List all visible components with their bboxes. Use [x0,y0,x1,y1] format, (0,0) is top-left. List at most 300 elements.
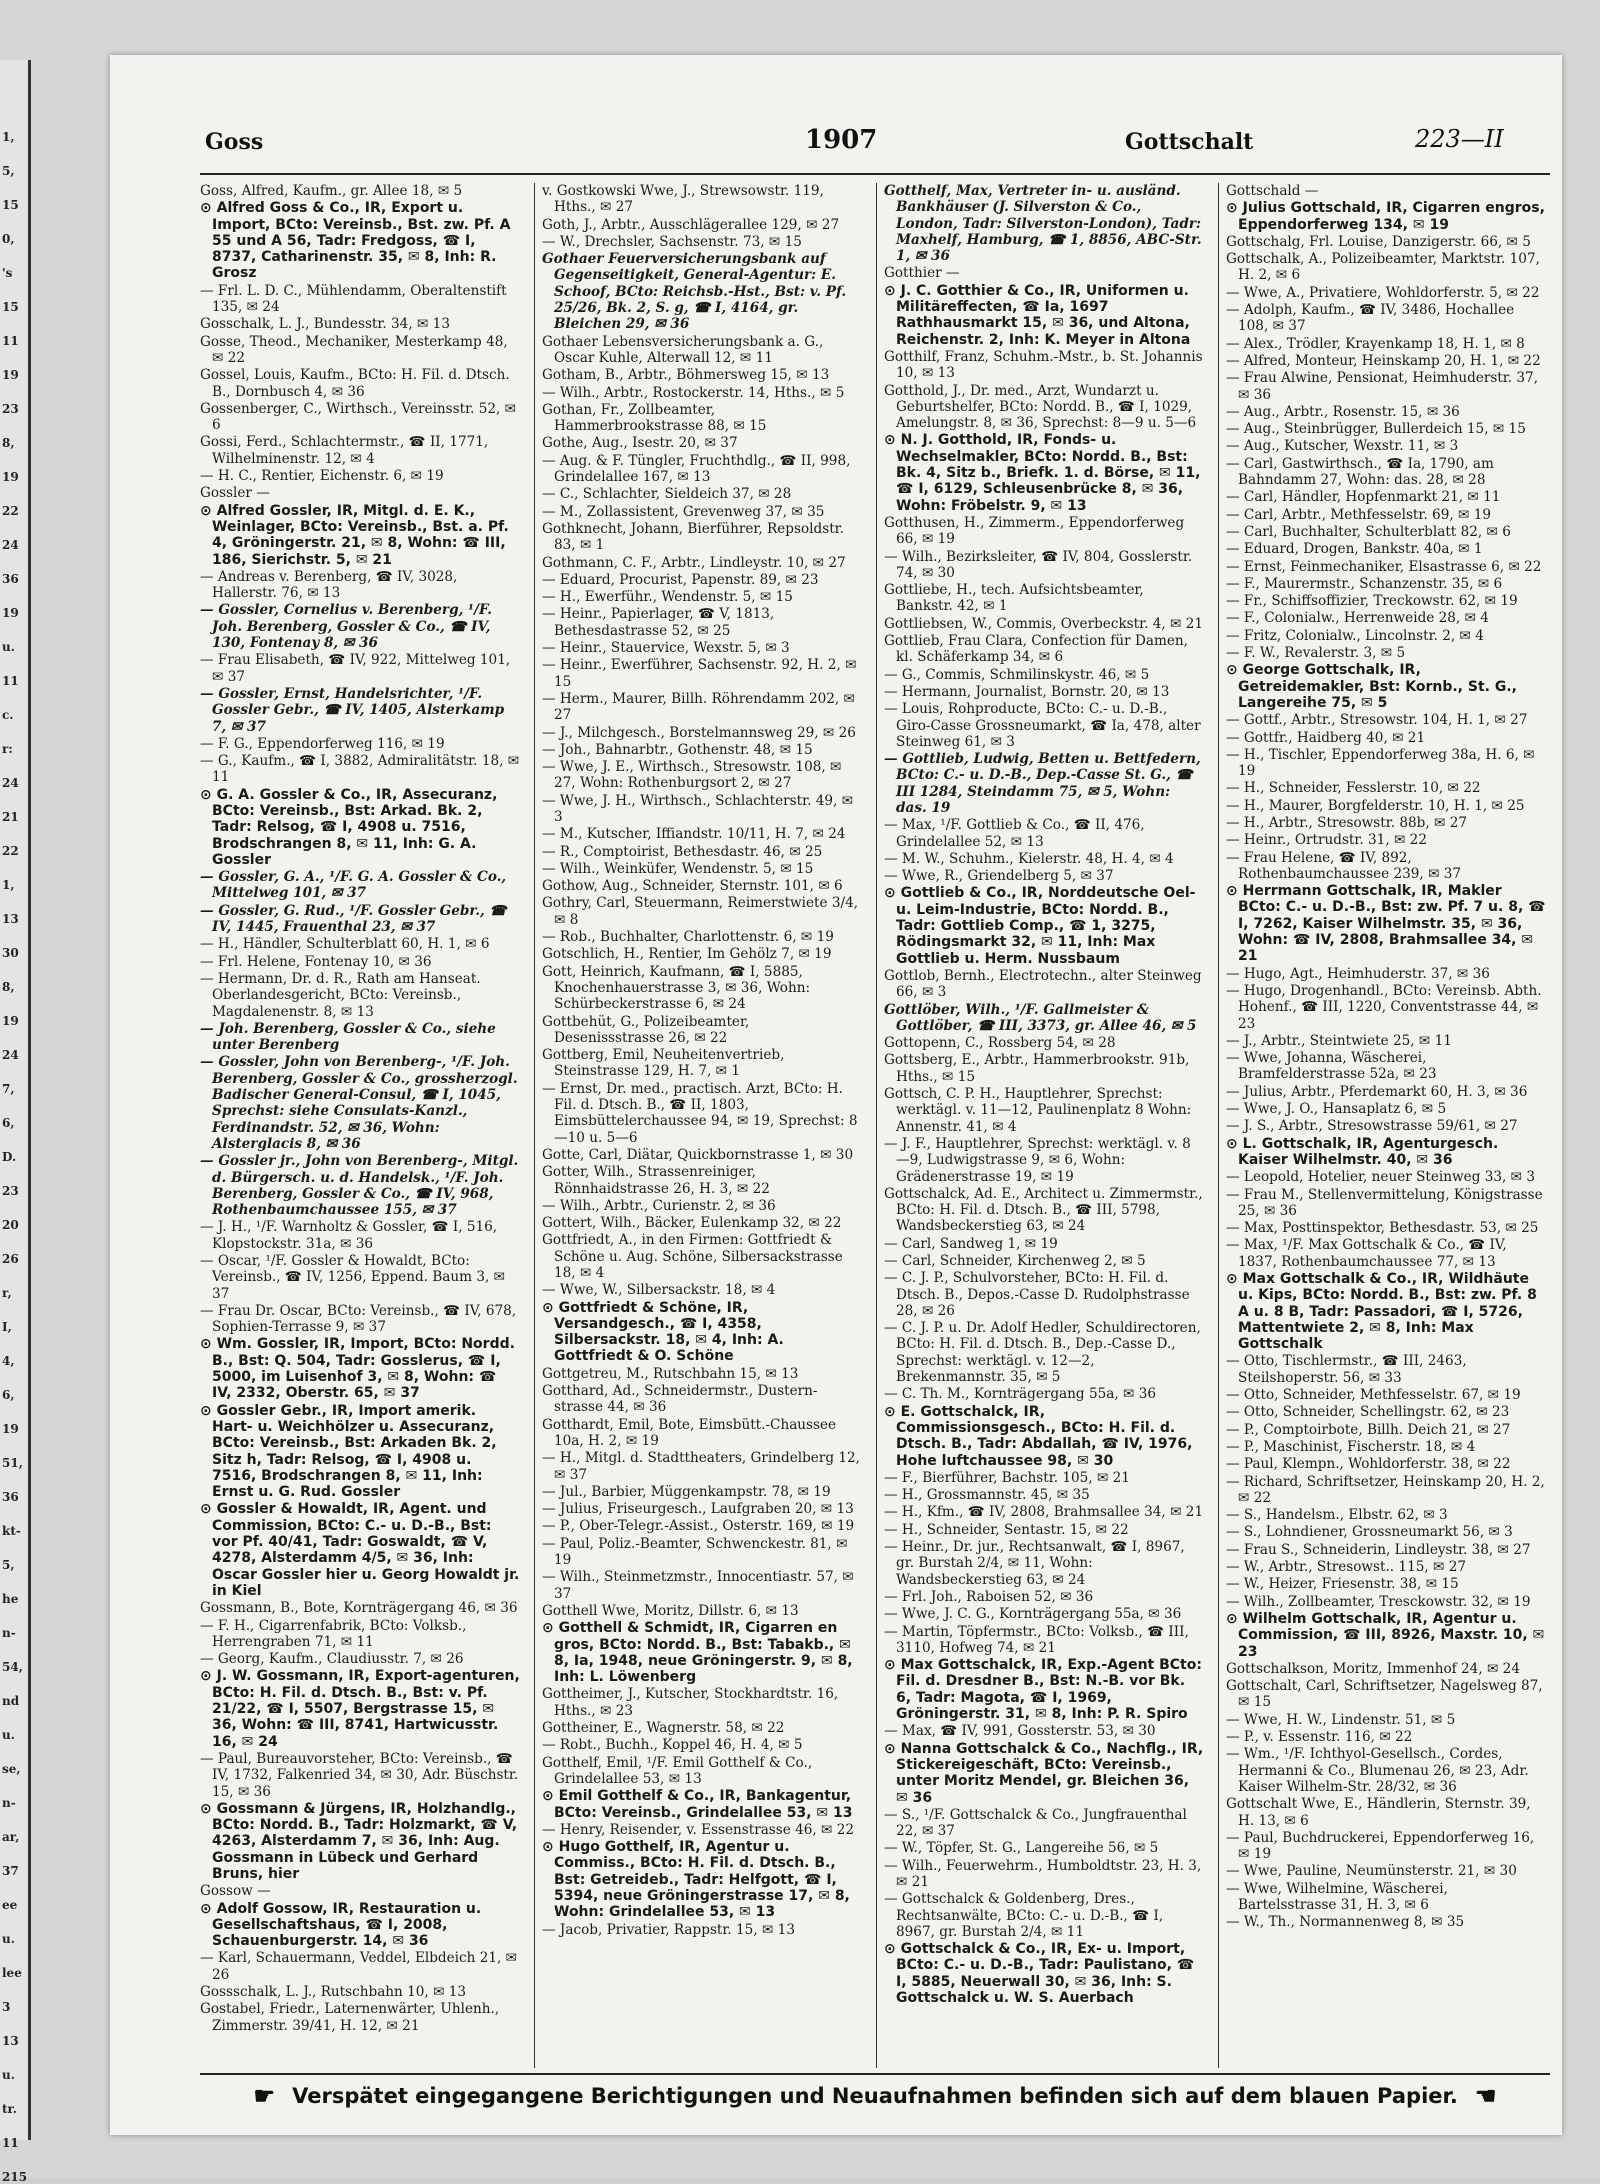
directory-entry: — Wwe, W., Silbersackstr. 18, ✉ 4 [542,1282,776,1299]
margin-fragment: u. [2,640,15,654]
margin-fragment: 6, [2,1388,15,1402]
directory-entry: Gottlöber, Wilh., ¹/F. Gallmeister & Gottlöber, ☎ III, 3373, gr. Allee 46, ✉ 5 [884,1001,1197,1034]
directory-entry: — Fr., Schiffsoffizier, Treckowstr. 62, ✉ 19 [1226,593,1518,610]
directory-entry: — F. H., Cigarrenfabrik, BCto: Volksb., Herrengraben 71, ✉ 11 [200,1617,467,1650]
directory-columns [200,183,1552,2068]
directory-entry: — Carl, Sandweg 1, ✉ 19 [884,1235,1058,1252]
margin-fragment: u. [2,2068,15,2082]
directory-entry: ⊙ Gottlieb & Co., IR, Norddeutsche Oel- u. Leim-Industrie, BCto: Nordd. B., Tadr: Gottlieb Comp., ☎ 1, 3275, Rödingsmarkt 32, ✉ 11, Inh: Max Gottlieb u. Herm. Nussbaum [884,885,1196,967]
directory-entry: — Frl. L. D. C., Mühlendamm, Oberaltenstift 135, ✉ 24 [200,282,507,316]
directory-entry: — Wilh., Feuerwehrm., Humboldtstr. 23, H. 3, ✉ 21 [884,1857,1202,1890]
column-1 [200,183,520,2068]
directory-entry: ⊙ Gottfriedt & Schöne, IR, Versandgesch., ☎ I, 4358, Silbersackstr. 18, ✉ 4, Inh: A. Gottfriedt & O. Schöne [542,1299,784,1365]
directory-entry: Gottsch, C. P. H., Hauptlehrer, Sprechst: werktägl. v. 11—12, Paulinenplatz 8 Wohn: Annenstr. 41, ✉ 4 [884,1086,1192,1135]
margin-fragment: 19 [2,1014,19,1028]
margin-fragment: 0, [2,232,15,246]
page-header [205,125,1550,165]
directory-entry: — W., Drechsler, Sachsenstr. 73, ✉ 15 [542,233,802,250]
directory-entry: Gottschalg, Frl. Louise, Danzigerstr. 66, ✉ 5 [1226,233,1531,250]
directory-entry: — Joh. Berenberg, Gossler & Co., siehe unter Berenberg [200,1020,496,1054]
directory-entry: — Ernst, Dr. med., practisch. Arzt, BCto: H. Fil. d. Dtsch. B., ☎ II, 1803, Eimsbüttelerchaussee 94, ✉ 19, Sprechst: 8—10 u. 5—6 [542,1080,858,1146]
directory-entry: ⊙ J. W. Gossmann, IR, Export-agenturen, BCto: H. Fil. d. Dtsch. B., Bst: v. Pf. 21/22, ☎ I, 5507, Bergstrasse 15, ✉ 36, Wohn: ☎ III, 8741, Hartwicusstr. 16, ✉ 24 [200,1668,520,1750]
directory-entry: — Paul, Poliz.-Beamter, Schwenckestr. 81, ✉ 19 [542,1535,848,1569]
margin-fragment: r: [2,742,13,756]
directory-entry: — Eduard, Drogen, Bankstr. 40a, ✉ 1 [1226,541,1483,558]
margin-fragment: 24 [2,776,19,790]
margin-fragment: 21 [2,810,19,824]
directory-entry: Gottfriedt, A., in den Firmen: Gottfriedt & Schöne u. Aug. Schöne, Silbersackstrasse 18, ✉ 4 [542,1232,843,1281]
directory-entry: ⊙ Nanna Gottschalck & Co., Nachflg., IR, Stickereigeschäft, BCto: Vereinsb., unter Moritz Mendel, gr. Bleichen 36, ✉ 36 [884,1740,1204,1806]
directory-entry: — Gottschalck & Goldenberg, Dres., Rechtsanwälte, BCto: C.- u. D.-B., ☎ I, 8967, gr. Burstah 2/4, ✉ 11 [884,1891,1164,1940]
directory-entry: Gossow — [200,1883,271,1900]
directory-entry: — Frau Alwine, Pensionat, Heimhuderstr. 37, ✉ 36 [1226,370,1539,403]
margin-fragment: u. [2,1728,15,1742]
directory-entry: — Wilh., Zollbeamter, Tresckowstr. 32, ✉ 19 [1226,1593,1531,1610]
directory-entry: Gott, Heinrich, Kaufmann, ☎ I, 5885, Knochenhauerstrasse 3, ✉ 36, Wohn: Schürbeckerstrasse 6, ✉ 24 [542,963,811,1013]
margin-fragment: ee [2,1898,18,1912]
directory-entry: — Richard, Schriftsetzer, Heinskamp 20, H. 2, ✉ 22 [1226,1473,1545,1506]
directory-entry: — Gottfr., Haidberg 40, ✉ 21 [1226,729,1426,746]
directory-entry: — Rob., Buchhalter, Charlottenstr. 6, ✉ 19 [542,929,834,946]
directory-entry: — P., v. Essenstr. 116, ✉ 22 [1226,1729,1413,1746]
directory-entry: — Max, Posttinspektor, Bethesdastr. 53, ✉ 25 [1226,1220,1539,1237]
directory-entry: — R., Comptoirist, Bethesdastr. 46, ✉ 25 [542,843,823,860]
directory-entry: — S., Lohndiener, Grossneumarkt 56, ✉ 3 [1226,1524,1513,1541]
directory-entry: Gostabel, Friedr., Laternenwärter, Uhlenh., Zimmerstr. 39/41, H. 12, ✉ 21 [200,2001,500,2034]
directory-entry: Gotthelf, Emil, ¹/F. Emil Gotthelf & Co., Grindelallee 53, ✉ 13 [542,1754,813,1787]
directory-entry: ⊙ Emil Gotthelf & Co., IR, Bankagentur, BCto: Vereinsb., Grindelallee 53, ✉ 13 [542,1788,853,1821]
directory-entry: — Aug., Arbtr., Rosenstr. 15, ✉ 36 [1226,403,1460,420]
directory-entry: — Gottlieb, Ludwig, Betten u. Bettfedern, BCto: C.- u. D.-B., Dep.-Casse St. G., ☎ III 1284, Steindamm 75, ✉ 5, Wohn: das. 19 [884,751,1201,816]
margin-fragment: D. [2,1150,17,1164]
directory-entry: — Gossler, John von Berenberg-, ¹/F. Joh. Berenberg, Gossler & Co., grossherzogl. Badischer General-Consul, ☎ I, 1045, Sprechst: siehe Consulats-Kanzl., Ferdinandstr. 52, ✉ 36, Wohn: Alsterglacis 8, ✉ 36 [200,1054,518,1152]
directory-entry: — Paul, Klempn., Wohldorferstr. 38, ✉ 22 [1226,1456,1511,1473]
directory-entry: — Otto, Tischlermstr., ☎ III, 2463, Steilshoperstr. 56, ✉ 33 [1226,1353,1467,1386]
directory-entry: ⊙ Alfred Gossler, IR, Mitgl. d. E. K., Weinlager, BCto: Vereinsb., Bst. a. Pf. 4, Gröningerstr. 21, ✉ 8, Wohn: ☎ III, 186, Sierichstr. 5, ✉ 21 [200,502,509,568]
directory-entry: Gottschalt, Carl, Schriftsetzer, Nagelsweg 87, ✉ 15 [1226,1678,1543,1711]
directory-entry: — Wilh., Weinküfer, Wendenstr. 5, ✉ 15 [542,860,814,877]
directory-entry: — Jul., Barbier, Müggenkampstr. 78, ✉ 19 [542,1483,831,1500]
directory-entry: ⊙ George Gottschalk, IR, Getreidemakler, Bst: Kornb., St. G., Langereihe 75, ✉ 5 [1226,662,1517,711]
page-number: 223—II [1415,125,1504,153]
directory-entry: — Max, ☎ IV, 991, Gossterstr. 53, ✉ 30 [884,1723,1156,1740]
directory-entry: — Carl, Gastwirthsch., ☎ Ia, 1790, am Bahndamm 27, Wohn: das. 28, ✉ 28 [1226,455,1494,489]
directory-entry: — Hugo, Agt., Heimhuderstr. 37, ✉ 36 [1226,965,1490,982]
directory-entry: — Heinr., Ewerführer, Sachsenstr. 92, H. 2, ✉ 15 [542,657,857,690]
directory-entry: — P., Comptoirbote, Billh. Deich 21, ✉ 27 [1226,1421,1511,1438]
directory-entry: — Leopold, Hotelier, neuer Steinweg 33, ✉ 3 [1226,1169,1536,1186]
directory-entry: — Wwe, Wilhelmine, Wäscherei, Bartelsstrasse 31, H. 3, ✉ 6 [1226,1880,1448,1913]
directory-entry: — Aug., Kutscher, Wexstr. 11, ✉ 3 [1226,438,1459,455]
directory-entry: ⊙ Max Gottschalk & Co., IR, Wildhäute u. Kips, BCto: Nordd. B., Bst: zw. Pf. 8 A u. 8 B, Tadr: Passadori, ☎ I, 5726, Mattentwiete 2, ✉ 8, Inh: Max Gottschalk [1226,1271,1537,1353]
directory-entry: — Frau Helene, ☎ IV, 892, Rothenbaumchaussee 239, ✉ 37 [1226,849,1462,882]
directory-entry: — Alex., Trödler, Krayenkamp 18, H. 1, ✉ 8 [1226,335,1525,352]
directory-entry: Gosschalk, L. J., Bundesstr. 34, ✉ 13 [200,316,450,333]
directory-entry: — Wwe, J. C. G., Kornträgergang 55a, ✉ 36 [884,1606,1182,1623]
directory-entry: — Carl, Schneider, Kirchenweg 2, ✉ 5 [884,1253,1146,1269]
directory-entry: — S., ¹/F. Gottschalck & Co., Jungfrauenthal 22, ✉ 37 [884,1806,1187,1840]
directory-entry: — Martin, Töpfermstr., BCto: Volksb., ☎ III, 3110, Hofweg 74, ✉ 21 [884,1623,1189,1656]
directory-entry: — Fritz, Colonialw., Lincolnstr. 2, ✉ 4 [1226,627,1484,644]
directory-entry: Gothow, Aug., Schneider, Sternstr. 101, ✉ 6 [542,878,843,895]
directory-entry: Gottschald — [1226,183,1319,199]
directory-entry: Gossmann, B., Bote, Kornträgergang 46, ✉ 36 [200,1600,518,1617]
directory-entry: — Adolph, Kaufm., ☎ IV, 3486, Hochallee 108, ✉ 37 [1226,302,1515,335]
directory-entry: — Georg, Kaufm., Claudiusstr. 7, ✉ 26 [200,1651,464,1668]
margin-fragment: 36 [2,1490,19,1504]
directory-entry: — Carl, Händler, Hopfenmarkt 21, ✉ 11 [1226,489,1501,506]
margin-fragment: 1, [2,130,15,144]
directory-entry: — Jacob, Privatier, Rappstr. 15, ✉ 13 [542,1921,795,1938]
directory-entry: — Louis, Rohproducte, BCto: C.- u. D.-B., Giro-Casse Grossneumarkt, ☎ Ia, 478, alter Steinweg 61, ✉ 3 [884,701,1201,750]
directory-entry: Gotter, Wilh., Strassenreiniger, Rönnhaidstrasse 26, H. 3, ✉ 22 [542,1164,770,1197]
directory-entry: Gotthier — [884,265,960,282]
directory-entry: — Wilh., Steinmetzmstr., Innocentiastr. 57, ✉ 37 [542,1569,854,1602]
directory-entry: — M. W., Schuhm., Kielerstr. 48, H. 4, ✉ 4 [884,850,1174,867]
directory-entry: — W., Arbtr., Stresowst.. 115, ✉ 27 [1226,1559,1467,1576]
directory-entry: — Julius, Arbtr., Pferdemarkt 60, H. 3, ✉ 36 [1226,1083,1528,1100]
directory-entry: — H. C., Rentier, Eichenstr. 6, ✉ 19 [200,468,444,485]
margin-fragment: 7, [2,1082,15,1096]
directory-entry: — H., Mitgl. d. Stadttheaters, Grindelberg 12, ✉ 37 [542,1450,860,1483]
margin-fragment: 11 [2,334,19,348]
directory-entry: Gottopenn, C., Rossberg 54, ✉ 28 [884,1035,1116,1052]
footer-note [200,2081,1550,2117]
directory-entry: — Alfred, Monteur, Heinskamp 20, H. 1, ✉ 22 [1226,352,1541,369]
directory-entry: — Heinr., Stauervice, Wexstr. 5, ✉ 3 [542,640,790,657]
directory-entry: — Robt., Buchh., Koppel 46, H. 4, ✉ 5 [542,1737,803,1754]
directory-entry: — Frau M., Stellenvermittelung, Königstrasse 25, ✉ 36 [1226,1186,1543,1219]
directory-entry: — Wwe, A., Privatiere, Wohldorferstr. 5, ✉ 22 [1226,284,1540,301]
margin-fragment: n- [2,1796,16,1810]
directory-entry: — S., Handelsm., Elbstr. 62, ✉ 3 [1226,1507,1448,1524]
directory-entry: ⊙ E. Gottschalck, IR, Commissionsgesch., BCto: H. Fil. d. Dtsch. B., Tadr: Abdallah, ☎ IV, 1976, Hohe luftchaussee 98, ✉ 30 [884,1403,1193,1469]
directory-entry: ⊙ Gossmann & Jürgens, IR, Holzhandlg., BCto: Nordd. B., Tadr: Holzmarkt, ☎ V, 4263, Alsterdamm 7, ✉ 36, Inh: Aug. Gossmann in Lübeck und Gerhard Bruns, hier [200,1800,518,1882]
directory-entry: Gotte, Carl, Diätar, Quickbornstrasse 1, ✉ 30 [542,1146,854,1163]
directory-entry: — J., Arbtr., Steintwiete 25, ✉ 11 [1226,1032,1452,1049]
directory-entry: — Wwe, R., Griendelberg 5, ✉ 37 [884,868,1114,885]
directory-entry: Gotham, B., Arbtr., Böhmersweg 15, ✉ 13 [542,367,830,384]
directory-entry: ⊙ Gotthell & Schmidt, IR, Cigarren en gros, BCto: Nordd. B., Bst: Tabakb., ✉ 8, Ia, 1948, neue Gröningerstr. 9, ✉ 8, Inh: L. Löwenberg [542,1620,853,1686]
directory-entry: — C. J. P., Schulvorsteher, BCto: H. Fil. d. Dtsch. B., Depos.-Casse D. Rudolphstrasse 28, ✉ 26 [884,1270,1190,1319]
directory-entry: Gotthelf, Max, Vertreter in- u. ausländ. Bankhäuser (J. Silverston & Co., London, Tadr: Silverston-London), Tadr: Maxhelf, Hamburg, ☎ 1, 8856, ABC-Str. 1, ✉ 36 [884,183,1202,265]
directory-entry: — H., Ewerführ., Wendenstr. 5, ✉ 15 [542,589,793,606]
margin-fragment: 23 [2,1184,19,1198]
directory-entry: ⊙ Wm. Gossler, IR, Import, BCto: Nordd. B., Bst: Q. 504, Tadr: Gosslerus, ☎ I, 5000, im Luisenhof 3, ✉ 8, Wohn: ☎ IV, 2332, Oberstr. 65, ✉ 37 [200,1336,515,1402]
directory-entry: — M., Zollassistent, Grevenweg 37, ✉ 35 [542,503,825,520]
directory-entry: ⊙ N. J. Gotthold, IR, Fonds- u. Wechselmakler, BCto: Nordd. B., Bst: Bk. 4, Sitz b., Briefk. 1. d. Börse, ✉ 11, ☎ I, 6129, Schleusenbrücke 8, ✉ 36, Wohn: Fröbelstr. 9, ✉ 13 [884,432,1201,514]
directory-entry: Gothknecht, Johann, Bierführer, Repsoldstr. 83, ✉ 1 [542,520,844,554]
directory-entry: — Joh., Bahnarbtr., Gothenstr. 48, ✉ 15 [542,741,813,758]
directory-entry: Gottlieb, Frau Clara, Confection für Damen, kl. Schäferkamp 34, ✉ 6 [884,633,1188,666]
margin-fragment: 51, [2,1456,23,1470]
directory-entry: ⊙ Hugo Gotthelf, IR, Agentur u. Commiss., BCto: H. Fil. d. Dtsch. B., Bst: Getreideb., Tadr: Helfgott, ☎ I, 5394, neue Gröningerstrasse 17, ✉ 8, Wohn: Grindelallee 53, ✉ 13 [542,1839,850,1921]
directory-entry: ⊙ Adolf Gossow, IR, Restauration u. Gesellschaftshaus, ☎ I, 2008, Schauenburgerstr. 14, ✉ 36 [200,1900,482,1950]
margin-fragment: 36 [2,572,19,586]
margin-fragment: 24 [2,538,19,552]
margin-fragment: kt- [2,1524,21,1538]
directory-entry: — Heinr., Dr. jur., Rechtsanwalt, ☎ I, 8967, gr. Burstah 2/4, ✉ 11, Wohn: Wandsbeckerstieg 63, ✉ 24 [884,1539,1185,1588]
directory-entry: — Wwe, J. O., Hansaplatz 6, ✉ 5 [1226,1101,1447,1118]
directory-entry: Goss, Alfred, Kaufm., gr. Allee 18, ✉ 5 [200,183,463,199]
directory-entry: Goth, J., Arbtr., Ausschlägerallee 129, ✉ 27 [542,216,840,233]
directory-entry: Gotthold, J., Dr. med., Arzt, Wundarzt u. Geburtshelfer, BCto: Nordd. B., ☎ I, 1029, Amelungstr. 8, ✉ 36, Sprechst: 8—9 u. 5—6 [884,382,1197,432]
directory-entry: Gottschalck, Ad. E., Architect u. Zimmermstr., BCto: H. Fil. d. Dtsch. B., ☎ III, 5798, Wandsbeckerstieg 63, ✉ 24 [884,1185,1203,1235]
margin-fragment: 8, [2,436,15,450]
footer-text: Verspätet eingegangene Berichtigungen und Neuaufnahmen befinden sich auf dem blauen Papier. [292,2083,1458,2108]
margin-fragment: 15 [2,198,19,212]
directory-entry: ⊙ Alfred Goss & Co., IR, Export u. Import, BCto: Vereinsb., Bst. zw. Pf. A 55 und A 56, Tadr: Fredgoss, ☎ I, 8737, Catharinenstr. 35, ✉ 8, Inh: R. Grosz [200,200,511,282]
directory-entry: — J. H., ¹/F. Warnholtz & Gossler, ☎ I, 516, Klopstockstr. 31a, ✉ 36 [200,1219,498,1252]
pointing-hand-left-icon: ☚ [1474,2081,1497,2110]
directory-entry: v. Gostkowski Wwe, J., Strewsowstr. 119, Hths., ✉ 27 [542,183,824,216]
directory-entry: — Wilh., Arbtr., Curienstr. 2, ✉ 36 [542,1197,776,1214]
margin-fragment: 26 [2,1252,19,1266]
directory-entry: — F., Colonialw., Herrenweide 28, ✉ 4 [1226,610,1489,627]
margin-fragment: lee [2,1966,22,1980]
margin-fragment: I, [2,1320,12,1334]
directory-entry: — W., Töpfer, St. G., Langereihe 56, ✉ 5 [884,1840,1159,1857]
directory-entry: ⊙ Gossler & Howaldt, IR, Agent. und Commission, BCto: C.- u. D.-B., Bst: vor Pf. 40/41, Tadr: Goswaldt, ☎ V, 4278, Alsterdamm 4/5, ✉ 36, Inh: Oscar Gossler hier u. Georg Howaldt jr. in Kiel [200,1501,520,1599]
margin-fragment: 3 [2,2000,11,2014]
directory-entry: — Wwe, Pauline, Neumünsterstr. 21, ✉ 30 [1226,1863,1517,1880]
directory-entry: — Max, ¹/F. Gottlieb & Co., ☎ II, 476, Grindelallee 52, ✉ 13 [884,817,1145,850]
directory-entry: — Gossler, G. A., ¹/F. G. A. Gossler & Co., Mittelweg 101, ✉ 37 [200,869,507,902]
directory-entry: ⊙ J. C. Gotthier & Co., IR, Uniformen u. Militäreffecten, ☎ Ia, 1697 Rathhausmarkt 15, ✉ 36, und Altona, Reichenstr. 2, Inh: K. Meyer in Altona [884,282,1191,348]
directory-entry: — F., Maurermstr., Schanzenstr. 35, ✉ 6 [1226,575,1503,592]
directory-entry: — H., Schneider, Sentastr. 15, ✉ 22 [884,1521,1129,1538]
directory-entry: Gotthardt, Emil, Bote, Eimsbütt.-Chaussee 10a, H. 2, ✉ 19 [542,1416,837,1449]
directory-entry: Gossschalk, L. J., Rutschbahn 10, ✉ 13 [200,1984,467,2001]
directory-entry: Gottbehüt, G., Polizeibeamter, Desenissstrasse 26, ✉ 22 [542,1013,750,1046]
margin-fragment: 5, [2,1558,15,1572]
directory-entry: Gosse, Theod., Mechaniker, Mesterkamp 48, ✉ 22 [200,333,508,366]
directory-entry: Gotthusen, H., Zimmerm., Eppendorferweg 66, ✉ 19 [884,514,1185,548]
directory-entry: — Ernst, Feinmechaniker, Elsastrasse 6, ✉ 22 [1226,558,1542,575]
margin-fragment: 15 [2,300,19,314]
directory-entry: ⊙ Herrmann Gottschalk, IR, Makler BCto: C.- u. D.-B., Bst: zw. Pf. 7 u. 8, ☎ I, 7262, Kaiser Wilhelmstr. 35, ✉ 36, Wohn: ☎ IV, 2808, Brahmsallee 34, ✉ 21 [1226,883,1546,965]
directory-entry: — Wilh., Bezirksleiter, ☎ IV, 804, Gosslerstr. 74, ✉ 30 [884,548,1193,581]
margin-fragment: 20 [2,1218,19,1232]
margin-fragment: u. [2,1932,15,1946]
directory-entry: Gottgetreu, M., Rutschbahn 15, ✉ 13 [542,1365,799,1382]
margin-fragment: 22 [2,504,19,518]
margin-fragment: nd [2,1694,20,1708]
facing-page-margin [0,60,31,2184]
directory-entry: — Henry, Reisender, v. Essenstrasse 46, ✉ 22 [542,1821,855,1838]
margin-fragment: 6, [2,1116,15,1130]
directory-entry: ⊙ Wilhelm Gottschalk, IR, Agentur u. Commission, ☎ III, 8926, Maxstr. 10, ✉ 23 [1226,1610,1545,1660]
directory-entry: — Max, ¹/F. Max Gottschalk & Co., ☎ IV, 1837, Rothenbaumchaussee 77, ✉ 13 [1226,1237,1507,1270]
directory-entry: Gothe, Aug., Isestr. 20, ✉ 37 [542,435,738,452]
directory-entry: Gossel, Louis, Kaufm., BCto: H. Fil. d. Dtsch. B., Dornbusch 4, ✉ 36 [200,367,510,400]
directory-entry: ⊙ G. A. Gossler & Co., IR, Assecuranz, BCto: Vereinsb., Bst: Arkad. Bk. 2, Tadr: Relsog, ☎ I, 4908 u. 7516, Brodschrangen 8, ✉ 11, Inh: G. A. Gossler [200,786,498,868]
margin-fragment: 13 [2,912,19,926]
column-4 [1226,183,1546,2068]
directory-entry: — H., Maurer, Borgfelderstr. 10, H. 1, ✉ 25 [1226,797,1525,814]
directory-entry: — Aug., Steinbrügger, Bullerdeich 15, ✉ 15 [1226,421,1526,438]
directory-entry: — W., Th., Normannenweg 8, ✉ 35 [1226,1914,1465,1931]
directory-entry: Gothmann, C. F., Arbtr., Lindleystr. 10, ✉ 27 [542,554,846,571]
directory-entry: — Wwe, J. E., Wirthsch., Stresowstr. 108, ✉ 27, Wohn: Rothenburgsort 2, ✉ 27 [542,759,842,792]
margin-fragment: 19 [2,1422,19,1436]
margin-fragment: 4, [2,1354,15,1368]
directory-entry: — Wm., ¹/F. Ichthyol-Gesellsch., Cordes, Hermanni & Co., Blumenau 26, ✉ 23, Adr. Kaiser Wilhelm-Str. 28/32, ✉ 36 [1226,1746,1529,1795]
margin-fragment: n- [2,1626,16,1640]
directory-entry: Gottlob, Bernh., Electrotechn., alter Steinweg 66, ✉ 3 [884,967,1202,1001]
column-divider [534,183,535,2068]
directory-entry: — Wilh., Arbtr., Rostockerstr. 14, Hths., ✉ 5 [542,384,845,401]
margin-fragment: 19 [2,606,19,620]
margin-fragment: 8, [2,980,15,994]
margin-fragment: 11 [2,2136,19,2150]
directory-entry: — H., Kfm., ☎ IV, 2808, Brahmsallee 34, ✉ 21 [884,1504,1204,1521]
directory-entry: — H., Händler, Schulterblatt 60, H. 1, ✉ 6 [200,936,490,953]
directory-entry: — Otto, Schneider, Schellingstr. 62, ✉ 23 [1226,1404,1510,1421]
directory-entry: ⊙ Gossler Gebr., IR, Import amerik. Hart- u. Weichhölzer u. Assecuranz, BCto: Vereinsb., Bst: Arkaden Bk. 2, Sitz h, Tadr: Relsog, ☎ I, 4908 u. 7516, Brodschrangen 8, ✉ 11, Inh: Ernst u. G. Rud. Gossler [200,1402,497,1501]
directory-entry: — Carl, Buchhalter, Schulterblatt 82, ✉ 6 [1226,523,1511,540]
directory-entry: — F., Bierführer, Bachstr. 105, ✉ 21 [884,1469,1130,1486]
directory-entry: — G., Commis, Schmilinskystr. 46, ✉ 5 [884,666,1150,683]
directory-entry: — Otto, Schneider, Methfesselstr. 67, ✉ 19 [1226,1387,1521,1404]
directory-entry: Gossi, Ferd., Schlachtermstr., ☎ II, 1771, Wilhelminenstr. 12, ✉ 4 [200,434,489,467]
directory-entry: Gothry, Carl, Steuermann, Reimerstwiete 3/4, ✉ 8 [542,895,859,928]
directory-entry: Gottliebe, H., tech. Aufsichtsbeamter, Bankstr. 42, ✉ 1 [884,582,1144,615]
directory-entry: Gottschalkson, Moritz, Immenhof 24, ✉ 24 [1226,1660,1520,1677]
column-divider [876,183,877,2068]
directory-entry: Gotthard, Ad., Schneidermstr., Dustern-strasse 44, ✉ 36 [542,1383,818,1416]
directory-entry: Gossenberger, C., Wirthsch., Vereinsstr. 52, ✉ 6 [200,400,517,434]
directory-entry: — Wwe, Johanna, Wäscherei, Bramfelderstrasse 52a, ✉ 23 [1226,1050,1437,1083]
directory-entry: Gothaer Lebensversicherungsbank a. G., Oscar Kuhle, Alterwall 12, ✉ 11 [542,333,824,366]
directory-entry: — Gottf., Arbtr., Stresowstr. 104, H. 1, ✉ 27 [1226,712,1528,729]
directory-entry: Gotthilf, Franz, Schuhm.-Mstr., b. St. Johannis 10, ✉ 13 [884,348,1203,382]
directory-entry: — F. W., Revalerstr. 3, ✉ 5 [1226,645,1406,662]
pointing-hand-right-icon: ☛ [253,2081,276,2110]
directory-entry: — H., Schneider, Fesslerstr. 10, ✉ 22 [1226,780,1481,797]
directory-entry: — W., Heizer, Friesenstr. 38, ✉ 15 [1226,1576,1459,1593]
directory-entry: — Andreas v. Berenberg, ☎ IV, 3028, Hallerstr. 76, ✉ 13 [200,568,458,602]
directory-entry: — H., Grossmannstr. 45, ✉ 35 [884,1487,1090,1504]
margin-fragment: ar, [2,1830,20,1844]
directory-entry: Gottert, Wilh., Bäcker, Eulenkamp 32, ✉ 22 [542,1215,842,1232]
directory-entry: Gossler — [200,485,270,502]
margin-fragment: 13 [2,2034,19,2048]
directory-entry: — Oscar, ¹/F. Gossler & Howaldt, BCto: Vereinsb., ☎ IV, 1256, Eppend. Baum 3, ✉ 37 [200,1253,506,1302]
directory-entry: Gottheimer, J., Kutscher, Stockhardtstr. 16, Hths., ✉ 23 [542,1686,839,1719]
directory-entry: — Aug. & F. Tüngler, Fruchthdlg., ☎ II, 998, Grindelallee 167, ✉ 13 [542,452,851,486]
directory-entry: ⊙ Gottschalck & Co., IR, Ex- u. Import, BCto: C.- u. D.-B., Tadr: Paulistano, ☎ I, 5885, Neuerwall 30, ✉ 36, Inh: S. Gottschalck u. W. S. Auerbach [884,1941,1195,2007]
directory-entry: — C. Th. M., Kornträgergang 55a, ✉ 36 [884,1386,1156,1403]
directory-entry: — Wwe, J. H., Wirthsch., Schlachterstr. 49, ✉ 3 [542,792,854,825]
directory-entry: Gottschalt Wwe, E., Händlerin, Sternstr. 39, H. 13, ✉ 6 [1226,1796,1531,1829]
margin-fragment: 19 [2,470,19,484]
header-year: 1907 [805,125,878,155]
header-rule [200,173,1550,175]
column-3 [884,183,1204,2068]
directory-entry: — Paul, Bureauvorsteher, BCto: Vereinsb., ☎ IV, 1732, Falkenried 34, ✉ 30, Adr. Büschstr. 15, ✉ 36 [200,1750,519,1800]
margin-fragment: 11 [2,674,19,688]
directory-entry: — Wwe, H. W., Lindenstr. 51, ✉ 5 [1226,1711,1456,1728]
directory-entry: — Frau Dr. Oscar, BCto: Vereinsb., ☎ IV, 678, Sophien-Terrasse 9, ✉ 37 [200,1302,517,1336]
directory-entry: Gothaer Feuerversicherungsbank auf Gegenseitigkeit, General-Agentur: E. Schoof, BCto: Reichsb.-Hst., Bst: v. Pf. 25/26, Bk. 2, S. g, ☎ I, 4164, gr. Bleichen 29, ✉ 36 [542,251,847,333]
directory-entry: — Hermann, Journalist, Bornstr. 20, ✉ 13 [884,683,1170,700]
directory-entry: Gottsberg, E., Arbtr., Hammerbrookstr. 91b, Hths., ✉ 15 [884,1052,1190,1085]
directory-entry: ⊙ L. Gottschalk, IR, Agenturgesch. Kaiser Wilhelmstr. 40, ✉ 36 [1226,1135,1499,1168]
directory-entry: — H., Arbtr., Stresowstr. 88b, ✉ 27 [1226,814,1468,831]
directory-entry: — Paul, Buchdruckerei, Eppendorferweg 16, ✉ 19 [1226,1829,1535,1863]
margin-fragment: 1, [2,878,15,892]
directory-entry: — P., Maschinist, Fischerstr. 18, ✉ 4 [1226,1438,1476,1455]
margin-fragment: 19 [2,368,19,382]
directory-entry: — Karl, Schauermann, Veddel, Elbdeich 21, ✉ 26 [200,1950,518,1983]
directory-entry: Gothan, Fr., Zollbeamter, Hammerbrookstrasse 88, ✉ 15 [542,401,767,435]
directory-entry: — Gossler, Cornelius v. Berenberg, ¹/F. Joh. Berenberg, Gossler & Co., ☎ IV, 130, Fontenay 8, ✉ 36 [200,602,492,652]
directory-entry: — F. G., Eppendorferweg 116, ✉ 19 [200,735,445,752]
margin-fragment: c. [2,708,14,722]
directory-entry: — Heinr., Papierlager, ☎ V, 1813, Bethesdastrasse 52, ✉ 25 [542,606,775,639]
directory-entry: — Gossler jr., John von Berenberg-, Mitgl. d. Bürgersch. u. d. Handelsk., ¹/F. Joh. Berenberg, Gossler & Co., ☎ IV, 968, Rothenbaumchaussee 155, ✉ 37 [200,1153,519,1219]
directory-entry: — Herm., Maurer, Billh. Röhrendamm 202, ✉ 27 [542,690,855,724]
directory-entry: — Gossler, Ernst, Handelsrichter, ¹/F. Gossler Gebr., ☎ IV, 1405, Alsterkamp 7, ✉ 37 [200,685,505,735]
directory-entry: — J., Milchgesch., Borstelmannsweg 29, ✉ 26 [542,724,856,741]
header-left-keyword: Goss [205,129,264,155]
margin-fragment: 37 [2,1864,19,1878]
margin-fragment: 22 [2,844,19,858]
directory-entry: Gottheiner, E., Wagnerstr. 58, ✉ 22 [542,1720,785,1737]
column-2 [542,183,862,2068]
directory-entry: — C. J. P. u. Dr. Adolf Hedler, Schuldirectoren, BCto: H. Fil. d. Dtsch. B., Dep.-Casse D., Sprechst: werktägl. v. 12—2, Brekenmannstr. 35, ✉ 5 [884,1320,1201,1386]
directory-entry: — Julius, Friseurgesch., Laufgraben 20, ✉ 13 [542,1501,854,1518]
header-right-keyword: Gottschalt [1125,129,1254,155]
directory-entry: — G., Kaufm., ☎ I, 3882, Admiralitätstr. 18, ✉ 11 [200,753,520,786]
margin-fragment: he [2,1592,19,1606]
directory-entry: — Gossler, G. Rud., ¹/F. Gossler Gebr., ☎ IV, 1445, Frauenthal 23, ✉ 37 [200,902,507,936]
directory-entry: — P., Ober-Telegr.-Assist., Osterstr. 169, ✉ 19 [542,1518,855,1535]
margin-fragment: 24 [2,1048,19,1062]
directory-entry: ⊙ Julius Gottschald, IR, Cigarren engros, Eppendorferweg 134, ✉ 19 [1226,200,1545,233]
directory-entry: — C., Schlachter, Sieldeich 37, ✉ 28 [542,486,792,503]
directory-entry: — Carl, Arbtr., Methfesselstr. 69, ✉ 19 [1226,506,1491,523]
directory-entry: Gottberg, Emil, Neuheitenvertrieb, Steinstrasse 129, H. 7, ✉ 1 [542,1047,785,1080]
directory-entry: — Frl. Helene, Fontenay 10, ✉ 36 [200,953,432,970]
margin-fragment: 215 [2,2170,28,2184]
directory-entry: — Frl. Joh., Raboisen 52, ✉ 36 [884,1588,1094,1605]
margin-fragment: 5, [2,164,15,178]
directory-entry: — Frau S., Schneiderin, Lindleystr. 38, ✉ 27 [1226,1541,1531,1558]
margin-fragment: 's [2,266,13,280]
margin-fragment: 30 [2,946,19,960]
column-divider [1218,183,1219,2068]
directory-entry: — Eduard, Procurist, Papenstr. 89, ✉ 23 [542,571,819,588]
margin-fragment: se, [2,1762,21,1776]
margin-fragment: r, [2,1286,12,1300]
directory-entry: — Heinr., Ortrudstr. 31, ✉ 22 [1226,832,1427,849]
directory-entry: Gottschalk, A., Polizeibeamter, Marktstr. 107, H. 2, ✉ 6 [1226,251,1540,284]
footer-rule [200,2073,1550,2075]
directory-entry: — J. S., Arbtr., Stresowstrasse 59/61, ✉ 27 [1226,1118,1518,1135]
directory-entry: Gotschlich, H., Rentier, Im Gehölz 7, ✉ 19 [542,946,832,963]
directory-entry: Gotthell Wwe, Moritz, Dillstr. 6, ✉ 13 [542,1602,799,1619]
directory-entry: — J. F., Hauptlehrer, Sprechst: werktägl. v. 8—9, Ludwigstrasse 9, ✉ 6, Wohn: Grädenerstrasse 19, ✉ 19 [884,1135,1191,1185]
directory-entry: — Frau Elisabeth, ☎ IV, 922, Mittelweg 101, ✉ 37 [200,652,511,685]
margin-fragment: 54, [2,1660,23,1674]
directory-entry: — H., Tischler, Eppendorferweg 38a, H. 6, ✉ 19 [1226,746,1535,780]
margin-fragment: 23 [2,402,19,416]
directory-entry: — Hermann, Dr. d. R., Rath am Hanseat. Oberlandesgericht, BCto: Vereinsb., Magdalenenstr. 8, ✉ 13 [200,970,481,1020]
directory-entry: ⊙ Max Gottschalck, IR, Exp.-Agent BCto: Fil. d. Dresdner B., Bst: N.-B. vor Bk. 6, Tadr: Magota, ☎ I, 1969, Gröningerstr. 31, ✉ 8, Inh: P. R. Spiro [884,1657,1202,1723]
directory-entry: — M., Kutscher, Iffiandstr. 10/11, H. 7, ✉ 24 [542,826,846,843]
